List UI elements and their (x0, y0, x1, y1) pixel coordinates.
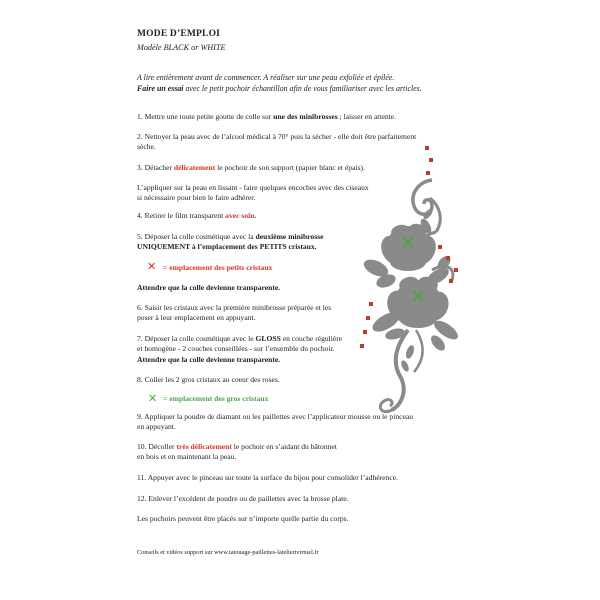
step-8: 8. Coller les 2 gros cristaux au coeur des roses. (137, 375, 280, 384)
step-6-line-2: poser à leur emplacement en appuyant. (137, 313, 256, 323)
step-3-red: délicatement (173, 163, 216, 172)
step-7-text: 7. Déposer la colle cosmétique avec le (137, 334, 256, 343)
stencil-shape (361, 180, 461, 412)
intro-line-1: A lire entièrement avant de commencer. A réaliser sur une peau exfoliée et épilée. (137, 73, 395, 82)
step-3-apply-line-2: si nécessaire pour bien le faire adhérer. (137, 193, 256, 203)
step-7-end: en couche régulière (280, 334, 343, 343)
step-11: 11. Appuyer avec le pinceau sur toute la surface du bijou pour consolider l’adhérence. (137, 473, 398, 482)
step-10-red: très délicatement (176, 442, 232, 451)
step-7-line-3: Attendre que la colle devienne transparente. (137, 354, 281, 364)
step-5-line-2: UNIQUEMENT à l’emplacement des PETITS cristaux. (137, 242, 317, 252)
step-3-end: le pochoir de son support (papier blanc et épais). (215, 163, 365, 172)
step-7-line-2: et homogène - 2 couches conseillées - sur l’ensemble du pochoir. (137, 344, 335, 354)
legend-big-crystals: = emplacement des gros cristaux (163, 394, 269, 403)
wait-instruction: Attendre que la colle devienne transparente. (137, 283, 281, 292)
step-2-line-2: sèche. (137, 142, 156, 152)
step-5-bold: deuxième minibrosse (255, 232, 324, 241)
step-1-bold: une des minibrosses (273, 112, 338, 121)
step-3-text: 3. Détacher (137, 163, 174, 172)
step-10-line-2: en bois et en maintenant la peau. (137, 452, 237, 462)
green-x-icon: ✕ (148, 392, 158, 405)
step-7-bold: GLOSS (255, 334, 281, 343)
intro-test-bold: Faire un essai (137, 83, 184, 93)
red-x-icon: ✕ (147, 260, 157, 273)
legend-small-crystals: = emplacement des petits cristaux (163, 263, 273, 272)
step-3-apply-line-1: L’appliquer sur la peau en lissant - faire quelques encoches avec des ciseaux (137, 183, 369, 192)
step-5-text: 5. Déposer la colle cosmétique avec la (137, 232, 256, 241)
step-9-line-2: en appuyant. (137, 422, 176, 432)
step-10-end: le pochoir en s’aidant du bâtonnet (231, 442, 337, 451)
step-10-text: 10. Décoller (137, 442, 177, 451)
step-12: 12. Enlever l’excédent de poudre ou de paillettes avec la brosse plate. (137, 494, 349, 503)
page-title: MODE D’EMPLOI (137, 29, 221, 39)
intro-line-2-rest: avec le petit pochoir échantillon afin de vous familiariser avec les articles. (183, 83, 422, 93)
step-4-text: 4. Retirer le film transparent (137, 211, 226, 220)
step-9-line-1: 9. Appliquer la poudre de diamant ou les paillettes avec l’applicateur mousse ou le pinceau (137, 412, 414, 421)
step-4-red: avec soin. (225, 211, 257, 220)
step-2-line-1: 2. Nettoyer la peau avec de l’alcool médical à 70° puis la sécher - elle doit être parfaitement (137, 132, 417, 141)
footer-support-link[interactable]: Conseils et vidéos support sur www.tatouage-paillettes-latelierivirtuel.fr (137, 549, 319, 556)
step-1-end: ; laisser en attente. (337, 112, 397, 121)
step-1-text: 1. Mettre une toute petite goutte de colle sur (137, 112, 274, 121)
step-6-line-1: 6. Saisir les cristaux avec la première minibrosse préparée et les (137, 303, 332, 312)
page-subtitle: Modèle BLACK or WHITE (137, 43, 226, 52)
placement-note: Les pochoirs peuvent être placés sur n’importe quelle partie du corps. (137, 514, 349, 523)
